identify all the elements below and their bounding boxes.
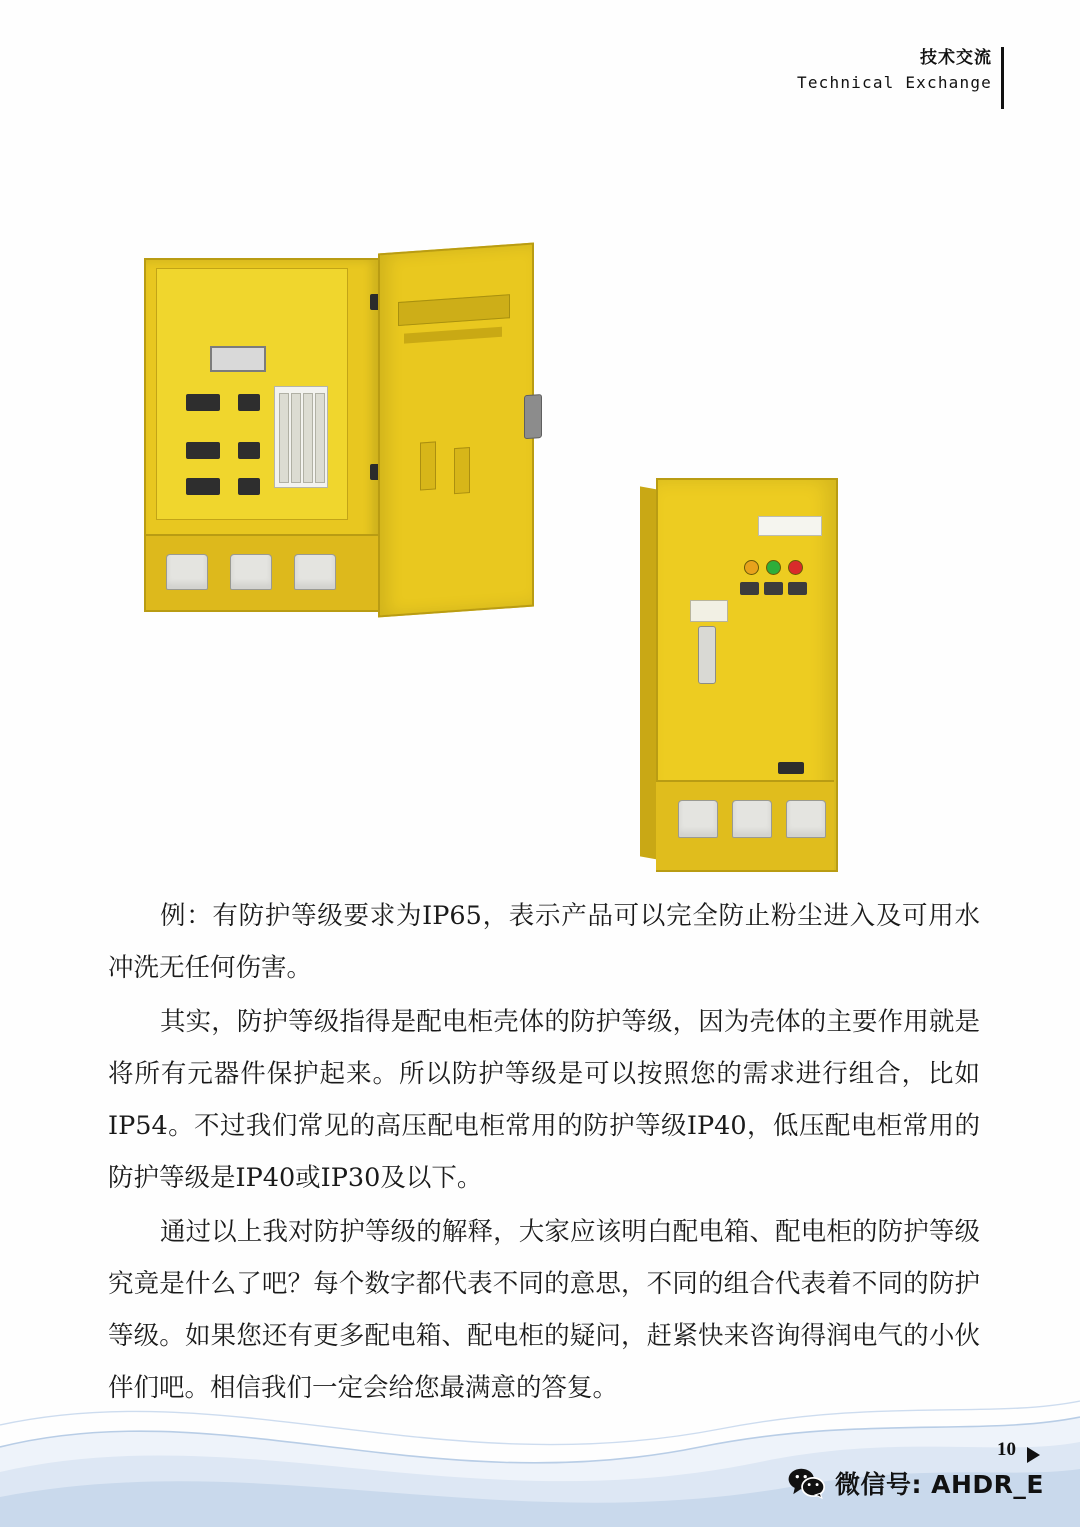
door-wedge (454, 447, 470, 494)
header-title-en: Technical Exchange (797, 73, 992, 93)
figure-open-cabinet (134, 246, 574, 616)
breaker-icon (238, 394, 260, 411)
door-wedge (420, 441, 436, 490)
socket-icon (786, 800, 826, 838)
figure-closed-cabinet (640, 478, 855, 868)
breaker-icon (186, 442, 220, 459)
socket-icon (678, 800, 718, 838)
header-title-cn: 技术交流 (920, 48, 992, 68)
indicator-lamp-red-icon (788, 560, 803, 575)
footer (787, 1465, 1044, 1501)
socket-icon (166, 554, 208, 590)
push-button-icon (788, 582, 807, 595)
cabinet-door (378, 243, 534, 618)
door-strip (404, 327, 502, 344)
page-arrow-icon (1027, 1447, 1040, 1463)
breaker-icon (186, 478, 220, 495)
figure-area (120, 236, 970, 876)
terminal-rail (274, 386, 328, 488)
socket-icon (294, 554, 336, 590)
paragraph: 其实，防护等级指得是配电柜壳体的防护等级，因为壳体的主要作用就是将所有元器件保护起来。所以防护等级是可以按照您的需求进行组合，比如IP54。不过我们常见的高压配电柜常用的防护等级IP40，低压配电柜常用的防护等级是IP40或IP30及以下。 (108, 1007, 980, 1193)
door-handle-icon (698, 626, 716, 684)
nameplate-label (758, 516, 822, 536)
socket-icon (732, 800, 772, 838)
breaker-icon (238, 478, 260, 495)
socket-icon (230, 554, 272, 590)
header-divider-rule (1001, 47, 1004, 109)
page-number: 10 (997, 1439, 1016, 1460)
breaker-icon (186, 394, 220, 411)
door-shelf (398, 294, 510, 326)
vent-icon (778, 762, 804, 774)
page-header (797, 48, 992, 93)
breaker-icon (238, 442, 260, 459)
push-button-icon (764, 582, 783, 595)
meter-icon (210, 346, 266, 372)
push-button-icon (740, 582, 759, 595)
paragraph: 通过以上我对防护等级的解释，大家应该明白配电箱、配电柜的防护等级究竟是什么了吧？每个数字都代表不同的意思，不同的组合代表着不同的防护等级。如果您还有更多配电箱、配电柜的疑问，赶紧快来咨询得润电气的小伙伴们吧。相信我们一定会给您最满意的答复。 (108, 1217, 980, 1403)
warning-label-icon (690, 600, 728, 622)
wechat-id-label: 微信号: AHDR_E (834, 1470, 1044, 1499)
wechat-icon (787, 1467, 825, 1499)
door-latch-icon (524, 394, 542, 439)
indicator-lamp-green-icon (766, 560, 781, 575)
indicator-lamp-amber-icon (744, 560, 759, 575)
paragraph: 例：有防护等级要求为IP65，表示产品可以完全防止粉尘进入及可用水冲洗无任何伤害。 (108, 901, 980, 983)
